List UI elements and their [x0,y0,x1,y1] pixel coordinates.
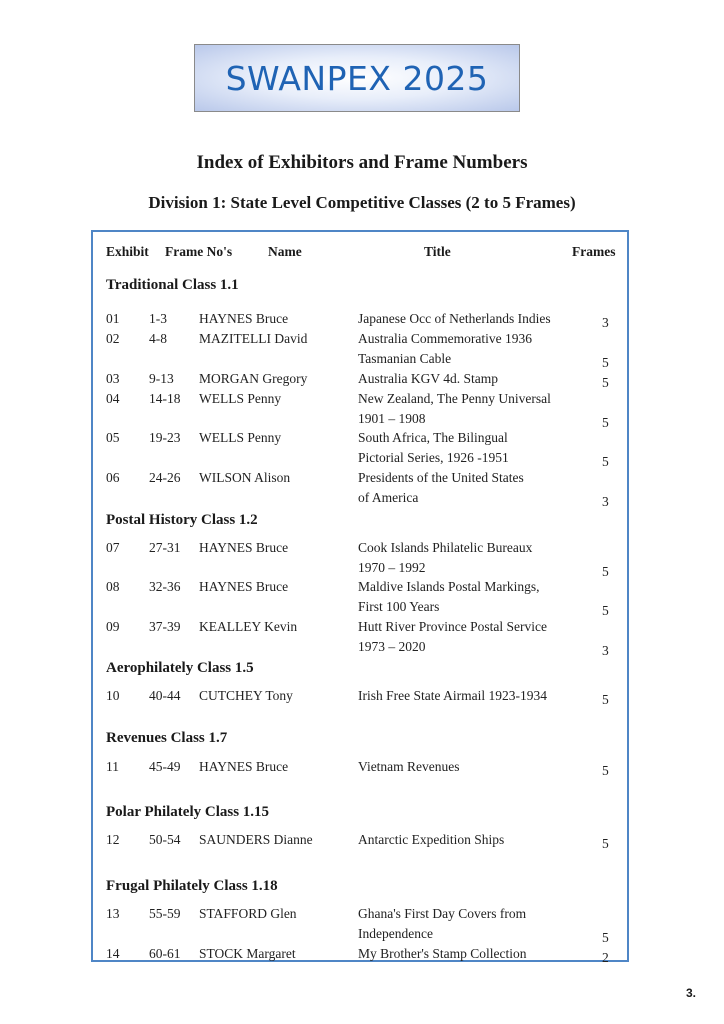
frame-numbers: 32-36 [149,579,181,594]
exhibit-title-line: Japanese Occ of Netherlands Indies [358,311,551,326]
header-frame-nos: Frame No's [165,244,233,259]
page-number: 3. [685,986,696,1000]
frame-count: 5 [602,692,609,707]
exhibit-number: 01 [106,311,120,326]
exhibit-title-line: Vietnam Revenues [358,759,460,774]
frame-count: 5 [602,603,609,618]
exhibitor-name: STAFFORD Glen [199,906,297,921]
exhibitor-name: HAYNES Bruce [199,540,289,555]
exhibit-title-line: Pictorial Series, 1926 -1951 [358,450,509,465]
exhibit-number: 14 [106,946,120,961]
exhibitor-name: KEALLEY Kevin [199,619,298,634]
header-frames: Frames [572,244,616,259]
frame-count: 5 [602,375,609,390]
exhibit-title-line: Maldive Islands Postal Markings, [358,579,540,594]
exhibit-number: 11 [106,759,119,774]
exhibit-number: 08 [106,579,120,594]
frame-count: 3 [602,494,609,509]
frame-numbers: 9-13 [149,371,174,386]
exhibit-title-line: Australia KGV 4d. Stamp [358,371,498,386]
exhibit-number: 10 [106,688,120,703]
header-exhibit: Exhibit [106,244,149,259]
exhibit-number: 07 [106,540,120,555]
frame-count: 5 [602,355,609,370]
frame-numbers: 1-3 [149,311,167,326]
frame-count: 3 [602,315,609,330]
exhibit-title-line: First 100 Years [358,599,440,614]
exhibit-number: 12 [106,832,120,847]
exhibit-title-line: 1973 – 2020 [358,639,426,654]
exhibit-title-line: Hutt River Province Postal Service [358,619,547,634]
exhibit-title-line: Tasmanian Cable [358,351,452,366]
exhibit-number: 03 [106,371,120,386]
frame-numbers: 19-23 [149,430,181,445]
frame-numbers: 40-44 [149,688,181,703]
frame-count: 5 [602,564,609,579]
exhibitor-name: MAZITELLI David [199,331,308,346]
exhibitor-name: MORGAN Gregory [199,371,308,386]
exhibitor-name: HAYNES Bruce [199,759,289,774]
exhibitor-name: CUTCHEY Tony [199,688,293,703]
exhibit-title-line: My Brother's Stamp Collection [358,946,527,961]
exhibitor-index-table [91,230,629,965]
class-heading: Postal History Class 1.2 [106,512,258,528]
exhibit-number: 04 [106,391,120,406]
event-title: SWANPEX 2025 [225,58,489,98]
exhibitor-name: HAYNES Bruce [199,579,289,594]
exhibitor-name: SAUNDERS Dianne [199,832,313,847]
class-heading: Frugal Philately Class 1.18 [106,878,278,894]
exhibit-number: 09 [106,619,120,634]
exhibit-number: 02 [106,331,120,346]
frame-count: 5 [602,454,609,469]
exhibit-title-line: Presidents of the United States [358,470,524,485]
class-heading: Polar Philately Class 1.15 [106,804,270,820]
frame-numbers: 14-18 [149,391,181,406]
frame-numbers: 37-39 [149,619,181,634]
exhibitor-name: WILSON Alison [199,470,291,485]
exhibit-title-line: Ghana's First Day Covers from [358,906,527,921]
frame-numbers: 4-8 [149,331,167,346]
exhibit-title-line: Australia Commemorative 1936 [358,331,532,346]
exhibit-title-line: of America [358,490,419,505]
frame-numbers: 55-59 [149,906,181,921]
frame-count: 3 [602,643,609,658]
exhibit-title-line: Antarctic Expedition Ships [358,832,505,847]
exhibit-title-line: 1901 – 1908 [358,411,426,426]
header-title: Title [424,244,451,259]
exhibit-title-line: 1970 – 1992 [358,560,426,575]
frame-count: 5 [602,930,609,945]
document-subtitle: Division 1: State Level Competitive Classes (2 to 5 Frames) [148,193,576,212]
frame-numbers: 45-49 [149,759,181,774]
frame-count: 5 [602,415,609,430]
document-title: Index of Exhibitors and Frame Numbers [196,152,528,173]
frame-numbers: 50-54 [149,832,181,847]
exhibit-title-line: New Zealand, The Penny Universal [358,391,551,406]
header-name: Name [268,244,302,259]
frame-numbers: 60-61 [149,946,181,961]
frame-numbers: 24-26 [149,470,181,485]
event-banner [194,44,520,112]
class-heading: Aerophilately Class 1.5 [106,660,254,676]
exhibitor-name: HAYNES Bruce [199,311,289,326]
exhibitor-name: STOCK Margaret [199,946,296,961]
exhibitor-name: WELLS Penny [199,430,282,445]
exhibit-title-line: Irish Free State Airmail 1923-1934 [358,688,547,703]
frame-count: 2 [602,950,609,965]
exhibit-number: 13 [106,906,120,921]
exhibit-title-line: Independence [358,926,433,941]
frame-count: 5 [602,763,609,778]
exhibitor-name: WELLS Penny [199,391,282,406]
exhibit-number: 06 [106,470,120,485]
class-heading: Revenues Class 1.7 [106,730,228,746]
class-heading: Traditional Class 1.1 [106,277,239,293]
exhibit-title-line: South Africa, The Bilingual [358,430,508,445]
exhibit-number: 05 [106,430,120,445]
frame-numbers: 27-31 [149,540,181,555]
frame-count: 5 [602,836,609,851]
exhibit-title-line: Cook Islands Philatelic Bureaux [358,540,533,555]
